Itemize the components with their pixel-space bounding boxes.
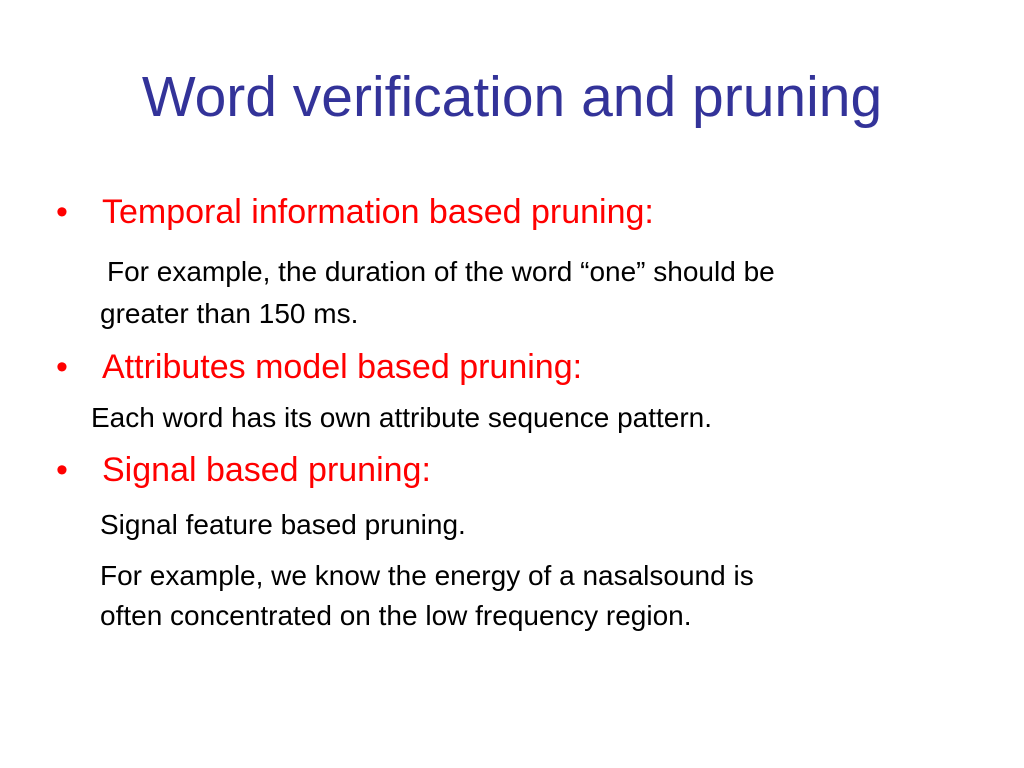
body-line: Signal feature based pruning. [100, 509, 466, 540]
body-line: For example, we know the energy of a nasalsound is [100, 560, 754, 591]
body-line: greater than 150 ms. [100, 298, 359, 329]
bullet-heading: Signal based pruning: [102, 451, 431, 489]
body-line: often concentrated on the low frequency region. [100, 600, 692, 631]
bullet-icon: • [56, 451, 68, 489]
slide-title: Word verification and pruning [141, 65, 883, 129]
body-line: Each word has its own attribute sequence pattern. [91, 402, 713, 433]
body-line: For example, the duration of the word “one” should be [107, 256, 775, 287]
bullet-heading: Temporal information based pruning: [102, 193, 654, 231]
bullet-temporal-pruning [56, 192, 654, 232]
bullet-icon: • [56, 348, 68, 386]
bullet-heading: Attributes model based pruning: [102, 348, 583, 386]
bullet-icon: • [56, 193, 68, 231]
bullet-attributes-pruning [56, 347, 582, 387]
bullet-signal-pruning [56, 450, 431, 490]
